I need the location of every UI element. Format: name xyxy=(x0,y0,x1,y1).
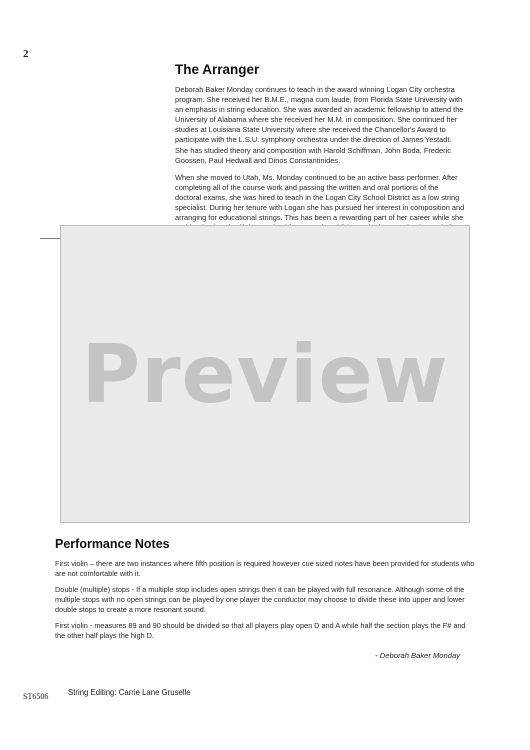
performance-notes-section xyxy=(55,537,475,647)
string-editing-credit: String Editing: Carrie Lane Gruselle xyxy=(68,688,191,697)
catalog-number: ST6506 xyxy=(23,692,49,701)
page-number: 2 xyxy=(23,48,29,60)
performance-note-1: First violin – there are two instances where fifth position is required however cue sized notes have been provided for students who are not comfortable with it. xyxy=(55,559,475,578)
preview-overlay xyxy=(60,225,470,523)
performance-note-3: First violin - measures 89 and 90 should be divided so that all players play open D and A while half the section plays the F# and the other half plays the high D. xyxy=(55,621,466,640)
preview-watermark: Preview xyxy=(81,327,449,421)
arranger-heading: The Arranger xyxy=(175,62,260,77)
performance-notes-heading: Performance Notes xyxy=(55,537,170,551)
arranger-paragraph-1: Deborah Baker Monday continues to teach in the award winning Logan City orchestra program. She received her B.M.E., magna cum laude, from Florida State University with an emphasis in string education. She was awarded an academic fellowship to attend the University of Alabama where she received her M.M. in composition. She continued her studies at Louisiana State University where she received the Chancellor's Award to participate with the L.S.U. symphony orchestra under the direction of James Yestadt. She has studied theory and composition with Harold Schiffman, John Boda, Frederic Goossen, Paul Hedwall and Dinos Constantinides. xyxy=(175,85,464,165)
performance-note-2: Double (multiple) stops - If a multiple stop includes open strings then it can be played with full resonance. Although some of the multiple stops with no open strings can be played by one player the conductor may choose to divide these into upper and lower double stops to create a more resonant sound. xyxy=(55,585,465,614)
arranger-paragraph-2: When she moved to Utah, Ms. Monday continued to be an active bass performer. After completing all of the course work and passing the written and oral portions of the doctoral exams, she was hired to teach in the Logan City School District as a low string specialist. During her tenure with Logan she has pursued her interest in composition and arranging for educational strings. This has been a rewarding part of her career while she xyxy=(175,172,465,223)
signature: - Deborah Baker Monday xyxy=(375,651,460,660)
